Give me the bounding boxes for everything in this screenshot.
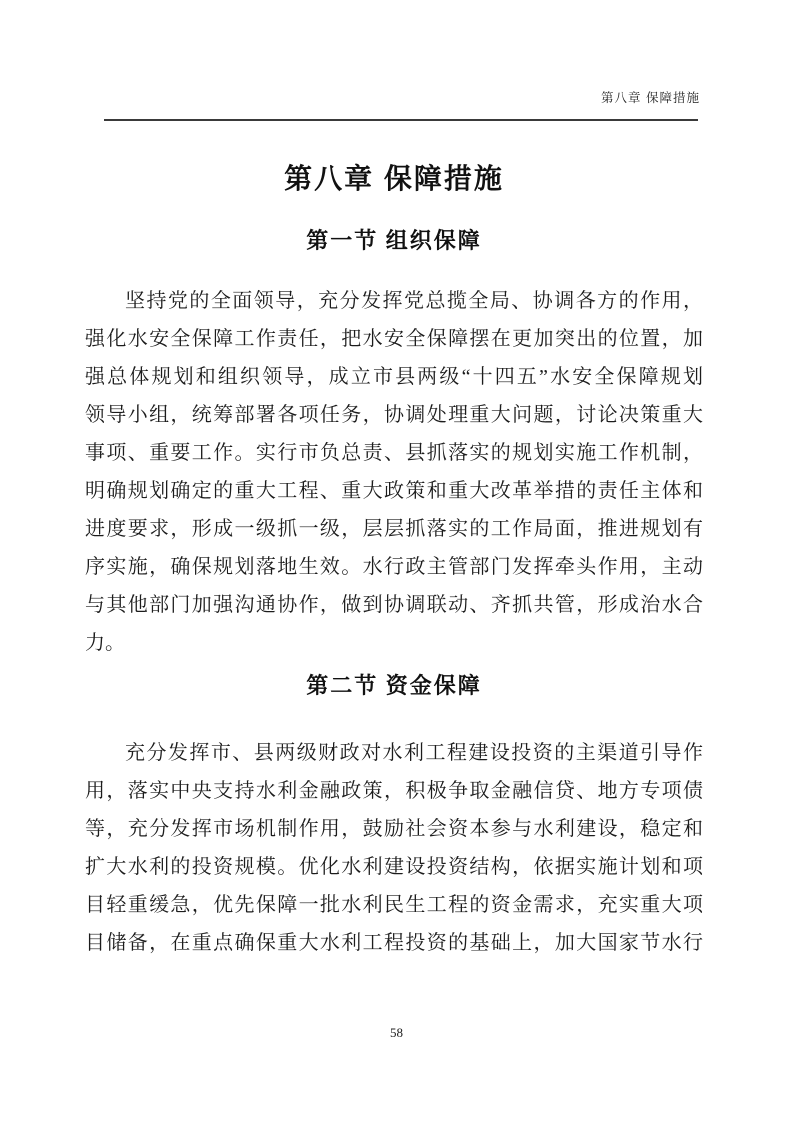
body-line: 充分发挥市、县两级财政对水利工程建设投资的主渠道引导作 [125, 742, 703, 764]
chapter-title: 第八章 保障措施 [284, 163, 504, 194]
body-line: 目储备，在重点确保重大水利工程投资的基础上，加大国家节水行 [85, 932, 703, 954]
body-line: 明确规划确定的重大工程、重大政策和重大改革举措的责任主体和 [85, 480, 703, 502]
body-line: 进度要求，形成一级抓一级，层层抓落实的工作局面，推进规划有 [85, 518, 703, 540]
body-line: 领导小组，统筹部署各项任务，协调处理重大问题，讨论决策重大 [85, 404, 703, 426]
page-number: 58 [390, 1025, 403, 1040]
body-line: 强化水安全保障工作责任，把水安全保障摆在更加突出的位置，加 [85, 328, 703, 350]
body-line: 与其他部门加强沟通协作，做到协调联动、齐抓共管，形成治水合 [85, 594, 703, 616]
body-line: 目轻重缓急，优先保障一批水利民生工程的资金需求，充实重大项 [85, 894, 703, 916]
body-line: 力。 [85, 632, 125, 654]
body-line: 强总体规划和组织领导，成立市县两级“十四五”水安全保障规划 [85, 366, 703, 388]
body-line: 坚持党的全面领导，充分发挥党总揽全局、协调各方的作用， [125, 290, 703, 312]
body-line: 事项、重要工作。实行市负总责、县抓落实的规划实施工作机制， [85, 442, 703, 464]
body-line: 等，充分发挥市场机制作用，鼓励社会资本参与水利建设，稳定和 [85, 818, 703, 840]
section-heading-2: 第二节 资金保障 [306, 673, 482, 698]
section-heading-1: 第一节 组织保障 [306, 228, 482, 253]
body-line: 用，落实中央支持水利金融政策，积极争取金融信贷、地方专项债 [85, 780, 703, 802]
body-line: 扩大水利的投资规模。优化水利建设投资结构，依据实施计划和项 [85, 856, 703, 878]
paragraph-2 [85, 734, 703, 962]
running-header: 第八章 保障措施 [601, 91, 700, 105]
body-line: 序实施，确保规划落地生效。水行政主管部门发挥牵头作用，主动 [85, 556, 703, 578]
header-rule [104, 119, 698, 121]
paragraph-1 [85, 282, 703, 662]
